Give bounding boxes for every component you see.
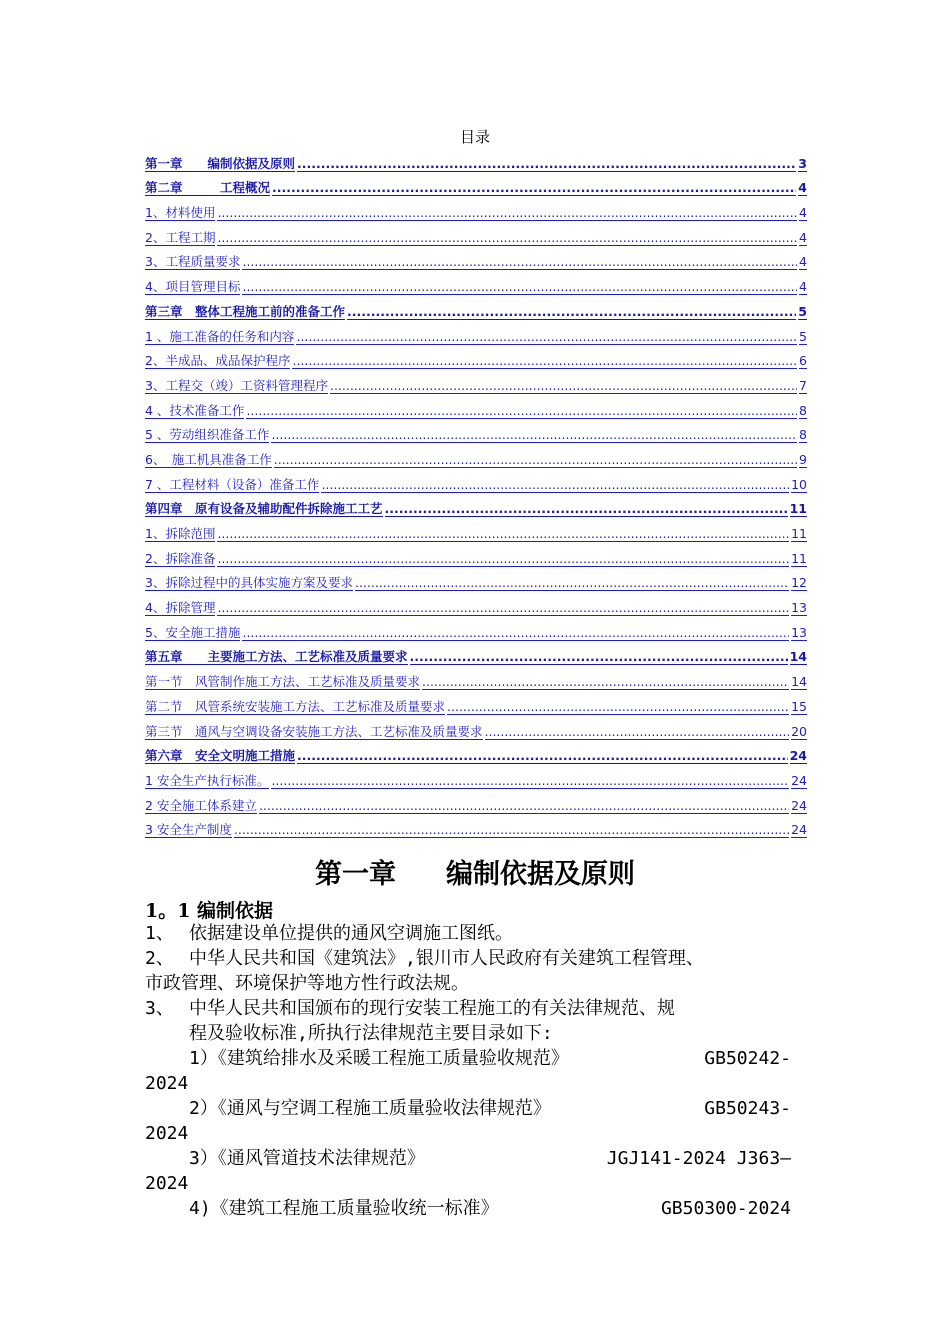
toc-entry-label: 2、半成品、成品保护程序: [145, 353, 291, 369]
toc-section-link[interactable]: [145, 347, 807, 372]
toc-entry-label: 4 、技术准备工作: [145, 402, 245, 418]
toc-leader-dots: [217, 601, 789, 616]
toc-entry-label: 1 、施工准备的任务和内容: [145, 328, 295, 344]
toc-leader-dots: [410, 650, 788, 665]
toc-page-number: 15: [791, 698, 807, 714]
toc-page-number: 6: [799, 353, 807, 369]
toc-section-link[interactable]: [145, 248, 807, 273]
standards-list-row: [145, 1146, 825, 1171]
standard-name: 1）《建筑给排水及采暖工程施工质量验收规范》: [189, 1048, 569, 1069]
toc-leader-dots: [321, 478, 789, 493]
toc-entry-label: 第六章 安全文明施工措施: [145, 748, 296, 764]
toc-page-number: 5: [799, 328, 807, 344]
toc-leader-dots: [217, 231, 797, 246]
chapter-title: 编制依据及原则: [446, 859, 635, 890]
toc-chapter-link[interactable]: [145, 174, 807, 199]
toc-page-number: 24: [791, 772, 807, 788]
toc-entry-label: 3、拆除过程中的具体实施方案及要求: [145, 575, 353, 591]
toc-entry-label: 第三节 通风与空调设备安装施工方法、工艺标准及质量要求: [145, 723, 483, 739]
toc-page-number: 3: [798, 155, 807, 171]
toc-leader-dots: [274, 453, 797, 468]
chapter-heading: [0, 852, 950, 891]
toc-entry-label: 5 、劳动组织准备工作: [145, 427, 270, 443]
toc-page-number: 9: [799, 451, 807, 467]
toc-leader-dots: [297, 749, 788, 764]
toc-section-link[interactable]: [145, 593, 807, 618]
toc-section-link[interactable]: [145, 470, 807, 495]
toc-page-number: 13: [791, 600, 807, 616]
standard-item: [189, 1196, 791, 1221]
chapter-number: 第一章: [315, 859, 396, 890]
toc-page-number: 4: [798, 180, 807, 196]
toc-leader-dots: [272, 181, 796, 196]
toc-page-number: 13: [791, 624, 807, 640]
toc-page-number: 7: [799, 377, 807, 393]
toc-page-number: 20: [791, 723, 807, 739]
toc-leader-dots: [296, 330, 797, 345]
toc-chapter-link[interactable]: [145, 742, 807, 767]
toc-entry-label: 6、 施工机具准备工作: [145, 451, 272, 467]
toc-section-link[interactable]: [145, 223, 807, 248]
list-item-number: 2、: [145, 948, 174, 969]
toc-leader-dots: [355, 576, 789, 591]
list-item-text: 中华人民共和国《建筑法》,银川市人民政府有关建筑工程管理、: [189, 948, 704, 969]
toc-section-link[interactable]: [145, 322, 807, 347]
standard-name: 3）《通风管道技术法律规范》: [189, 1148, 425, 1169]
toc-leader-dots: [246, 404, 797, 419]
toc-leader-dots: [271, 774, 789, 789]
list-item-text-continued: 程及验收标准,所执行法律规范主要目录如下:: [189, 1023, 553, 1044]
list-item: [145, 996, 825, 1046]
toc-leader-dots: [217, 527, 789, 542]
toc-section-link[interactable]: [145, 519, 807, 544]
list-item-number: 3、: [145, 998, 174, 1019]
toc-entry-label: 1 安全生产执行标准。: [145, 772, 270, 788]
standard-code: GB50300-2024: [660, 1198, 791, 1219]
standard-code-continued: 2024: [145, 1173, 189, 1194]
toc-page-number: 4: [799, 279, 807, 295]
toc-entry-label: 1、拆除范围: [145, 526, 216, 541]
standard-code-continued: 2024: [145, 1073, 189, 1094]
toc-leader-dots: [271, 428, 797, 443]
toc-leader-dots: [242, 255, 797, 270]
toc-chapter-link[interactable]: [145, 149, 807, 174]
toc-leader-dots: [297, 157, 796, 172]
toc-entry-label: 第三章 整体工程施工前的准备工作: [145, 303, 346, 319]
toc-entry-label: 4、拆除管理: [145, 600, 216, 616]
toc-entry-label: 第二章 工程概况: [145, 180, 271, 196]
toc-entry-label: 第二节 风管系统安装施工方法、工艺标准及质量要求: [145, 698, 446, 714]
list-item: [145, 946, 825, 971]
toc-page-number: 24: [789, 748, 807, 764]
toc-page-number: 8: [799, 427, 807, 443]
section-body: [145, 921, 825, 1221]
toc-page-number: 10: [791, 476, 807, 492]
list-item-text: 依据建设单位提供的通风空调施工图纸。: [189, 923, 513, 944]
toc-page-number: 5: [798, 303, 807, 319]
toc-section-link[interactable]: [145, 717, 807, 742]
toc-section-link[interactable]: [145, 816, 807, 841]
toc-section-link[interactable]: [145, 766, 807, 791]
standard-item: [189, 1096, 791, 1121]
toc-entry-label: 2 安全施工体系建立: [145, 797, 257, 813]
toc-page-number: 11: [789, 501, 807, 517]
toc-entry-label: 1、材料使用: [145, 205, 216, 221]
toc-entry-label: 第五章 主要施工方法、工艺标准及质量要求: [145, 649, 408, 665]
toc-entry-label: 第一节 风管制作施工方法、工艺标准及质量要求: [145, 674, 421, 690]
toc-entry-label: 2、拆除准备: [145, 550, 216, 566]
toc-section-link[interactable]: [145, 569, 807, 594]
list-item-number: 1、: [145, 923, 174, 944]
list-item-text-continued: 市政管理、环境保护等地方性行政法规。: [145, 973, 469, 994]
toc-chapter-link[interactable]: [145, 297, 807, 322]
standard-code: GB50242-: [704, 1048, 791, 1069]
toc-section-link[interactable]: [145, 618, 807, 643]
toc-leader-dots: [422, 675, 789, 690]
standards-list-row: [145, 1196, 825, 1221]
standards-list-row: [145, 1096, 825, 1121]
list-item-text: 中华人民共和国颁布的现行安装工程施工的有关法律规范、规: [189, 998, 675, 1019]
toc-leader-dots: [385, 502, 788, 517]
toc-entry-label: 第一章 编制依据及原则: [145, 155, 296, 171]
toc-leader-dots: [330, 379, 797, 394]
toc-page-number: 4: [799, 205, 807, 221]
toc-page-number: 12: [791, 575, 807, 591]
toc-entry-label: 3 安全生产制度: [145, 822, 232, 838]
toc-chapter-link[interactable]: [145, 643, 807, 668]
toc-chapter-link[interactable]: [145, 495, 807, 520]
standards-list: [145, 1046, 825, 1071]
toc-title: 目录: [459, 128, 490, 146]
standard-item: [189, 1046, 791, 1071]
standard-item: [189, 1146, 791, 1171]
toc-leader-dots: [259, 799, 789, 814]
standard-name: 2）《通风与空调工程施工质量验收法律规范》: [189, 1098, 551, 1119]
toc-entry-label: 2、工程工期: [145, 229, 216, 245]
standard-code: JGJ141-2024 J363—: [606, 1148, 791, 1169]
toc-section-link[interactable]: [145, 272, 807, 297]
toc-page-number: 11: [791, 550, 807, 566]
toc-entry-label: 3、工程交（竣）工资料管理程序: [145, 377, 328, 393]
toc-section-link[interactable]: [145, 692, 807, 717]
toc-page-number: 14: [789, 649, 807, 665]
toc-leader-dots: [217, 552, 789, 567]
toc-leader-dots: [242, 626, 789, 641]
toc-page-number: 4: [799, 229, 807, 245]
toc-leader-dots: [242, 280, 797, 295]
toc-leader-dots: [447, 700, 789, 715]
toc-section-link[interactable]: [145, 667, 807, 692]
toc-leader-dots: [347, 305, 796, 320]
toc-section-link[interactable]: [145, 396, 807, 421]
toc-section-link[interactable]: [145, 544, 807, 569]
toc-section-link[interactable]: [145, 421, 807, 446]
toc-section-link[interactable]: [145, 791, 807, 816]
toc-entry-label: 7 、工程材料（设备）准备工作: [145, 476, 320, 492]
toc-entry-label: 3、工程质量要求: [145, 254, 241, 270]
toc-entry-label: 5、安全施工措施: [145, 624, 241, 640]
toc-page-number: 4: [799, 254, 807, 270]
toc-leader-dots: [485, 725, 790, 740]
toc-leader-dots: [234, 823, 789, 838]
toc-section-link[interactable]: [145, 371, 807, 396]
toc-page-number: 8: [799, 402, 807, 418]
toc-entry-label: 4、项目管理目标: [145, 279, 241, 295]
toc-page-number: 14: [791, 674, 807, 690]
standard-code-continued: 2024: [145, 1123, 189, 1144]
toc-page-number: 11: [791, 526, 807, 541]
toc-entry-label: 第四章 原有设备及辅助配件拆除施工工艺: [145, 501, 383, 517]
table-of-contents: [145, 149, 807, 840]
list-item: [145, 921, 825, 946]
toc-leader-dots: [292, 354, 797, 369]
toc-leader-dots: [217, 206, 797, 221]
standard-name: 4)《建筑工程施工质量验收统一标准》: [189, 1198, 499, 1219]
standard-code: GB50243-: [704, 1098, 791, 1119]
toc-section-link[interactable]: [145, 198, 807, 223]
section-heading: 1。1 编制依据: [145, 900, 274, 922]
toc-page-number: 24: [791, 797, 807, 813]
toc-section-link[interactable]: [145, 445, 807, 470]
toc-page-number: 24: [791, 822, 807, 838]
